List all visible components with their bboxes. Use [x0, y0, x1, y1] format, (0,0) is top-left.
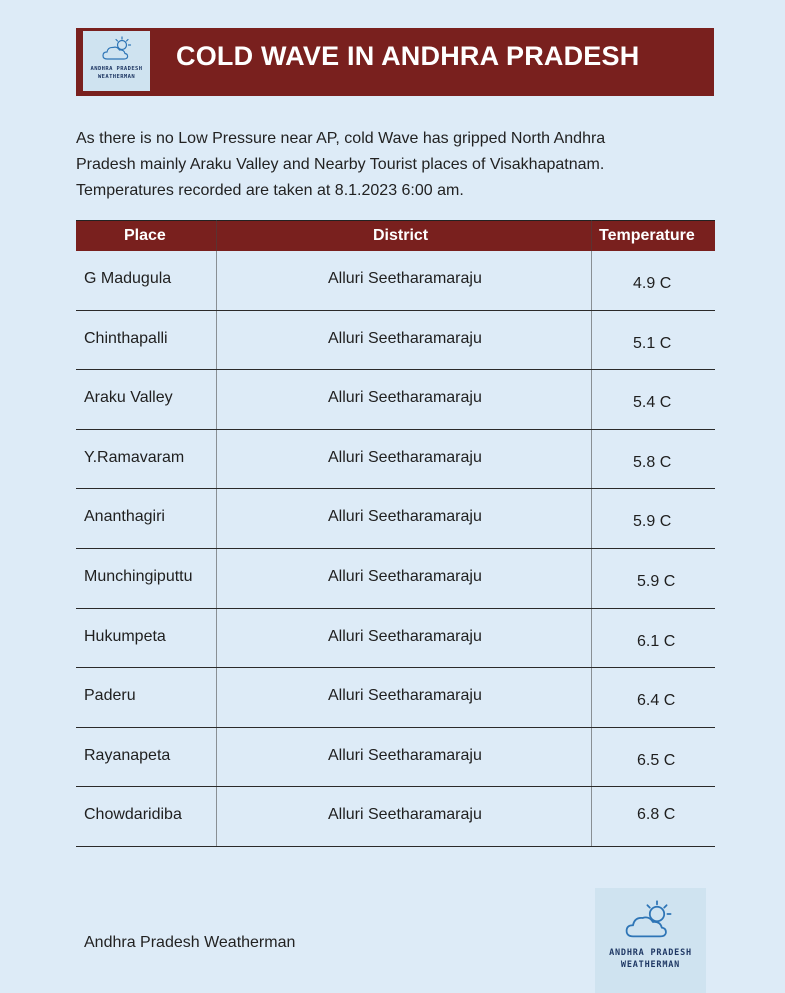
table-row	[76, 310, 715, 371]
cell-district: Alluri Seetharamaraju	[328, 508, 482, 526]
intro-paragraph	[76, 126, 696, 204]
cell-district: Alluri Seetharamaraju	[328, 389, 482, 407]
column-header-district: District	[373, 227, 429, 244]
cell-place: Chinthapalli	[84, 329, 168, 347]
cell-district: Alluri Seetharamaraju	[328, 448, 482, 466]
cell-temperature: 6.5 C	[637, 751, 676, 769]
table-row	[76, 786, 715, 847]
cell-place: G Madugula	[84, 270, 172, 287]
cell-district: Alluri Seetharamaraju	[328, 746, 482, 764]
table-row	[76, 429, 715, 490]
cell-temperature: 6.8 C	[637, 806, 676, 824]
cell-district: Alluri Seetharamaraju	[328, 329, 482, 347]
footer-logo	[595, 888, 706, 993]
cloud-sun-icon	[101, 35, 133, 65]
table-row	[76, 608, 715, 669]
logo-text-line2: WEATHERMAN	[620, 960, 681, 970]
intro-line: Temperatures recorded are taken at 8.1.2023 6:00 am.	[76, 182, 464, 199]
column-header-place: Place	[124, 227, 166, 244]
cell-place: Chowdaridiba	[84, 806, 182, 824]
cell-temperature: 5.9 C	[633, 513, 672, 531]
table-header	[76, 220, 715, 251]
cell-district: Alluri Seetharamaraju	[328, 270, 482, 287]
column-header-temperature: Temperature	[599, 227, 695, 244]
cell-place: Hukumpeta	[84, 627, 166, 645]
cell-temperature: 5.4 C	[633, 394, 672, 412]
cell-place: Munchingiputtu	[84, 568, 193, 585]
table-row	[76, 488, 715, 549]
cell-place: Araku Valley	[84, 389, 173, 407]
cell-temperature: 6.4 C	[637, 692, 676, 710]
cloud-sun-icon	[622, 898, 676, 946]
table-row	[76, 727, 715, 788]
cell-temperature: 5.8 C	[633, 453, 672, 471]
cell-district: Alluri Seetharamaraju	[328, 687, 482, 705]
page-title: COLD WAVE IN ANDHRA PRADESH	[176, 41, 640, 71]
table-row	[76, 548, 715, 609]
table-row	[76, 250, 715, 311]
cell-district: Alluri Seetharamaraju	[328, 627, 482, 645]
cell-temperature: 5.9 C	[637, 573, 676, 590]
cell-district: Alluri Seetharamaraju	[328, 806, 482, 824]
header-logo	[83, 31, 150, 91]
footer-credit: Andhra Pradesh Weatherman	[84, 934, 296, 951]
table-row	[76, 369, 715, 430]
cell-district: Alluri Seetharamaraju	[328, 568, 482, 585]
intro-line: Pradesh mainly Araku Valley and Nearby Tourist places of Visakhapatnam.	[76, 156, 605, 173]
cell-temperature: 5.1 C	[633, 334, 672, 352]
intro-line: As there is no Low Pressure near AP, cold Wave has gripped North Andhra	[76, 130, 606, 147]
logo-text-line1: ANDHRA PRADESH	[609, 948, 692, 958]
logo-text-line1: ANDHRA PRADESH	[90, 66, 143, 72]
cell-place: Rayanapeta	[84, 746, 171, 764]
cell-temperature: 4.9 C	[633, 275, 672, 292]
title-banner	[76, 28, 714, 96]
cell-temperature: 6.1 C	[637, 632, 676, 650]
table-row	[76, 667, 715, 728]
logo-text-line2: WEATHERMAN	[97, 74, 136, 80]
cell-place: Ananthagiri	[84, 508, 165, 526]
cell-place: Paderu	[84, 687, 136, 705]
cell-place: Y.Ramavaram	[84, 448, 185, 466]
